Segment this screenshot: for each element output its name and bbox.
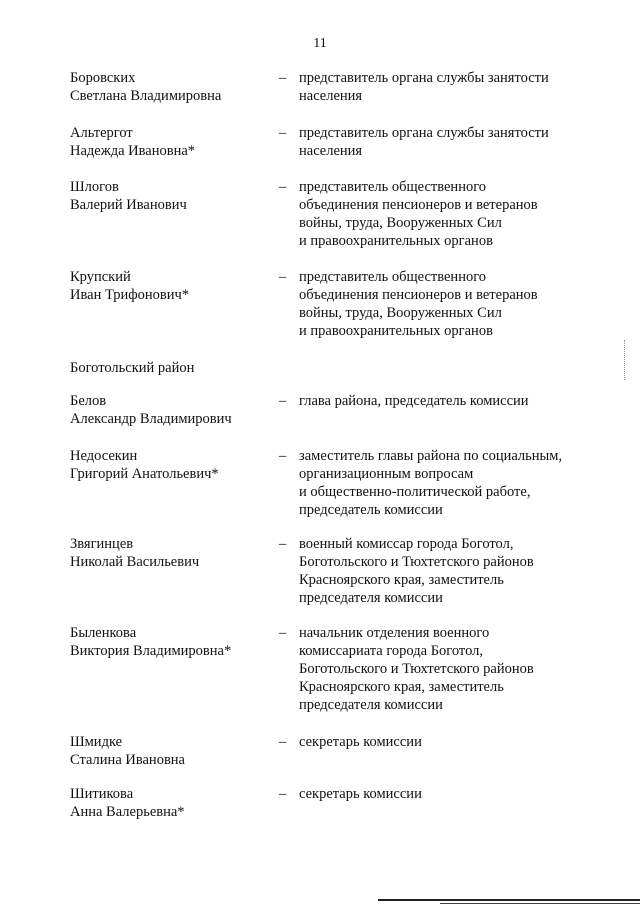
member-given-names: Валерий Иванович bbox=[70, 197, 187, 213]
member-surname: Альтергот bbox=[70, 125, 133, 141]
role-line: Боготольского и Тюхтетского районов bbox=[299, 554, 534, 570]
member-name bbox=[70, 69, 275, 105]
dash-separator: – bbox=[279, 269, 287, 285]
member-role bbox=[299, 268, 589, 340]
member-role bbox=[299, 624, 589, 714]
member-given-names: Сталина Ивановна bbox=[70, 752, 185, 768]
section-heading: Боготольский район bbox=[70, 360, 195, 376]
member-surname: Шитикова bbox=[70, 786, 134, 802]
role-line: представитель общественного bbox=[299, 269, 487, 285]
role-line: войны, труда, Вооруженных Сил bbox=[299, 305, 502, 321]
dash-separator: – bbox=[279, 70, 287, 86]
member-given-names: Николай Васильевич bbox=[70, 554, 200, 570]
member-given-names: Надежда Ивановна* bbox=[70, 143, 196, 159]
member-given-names: Григорий Анатольевич* bbox=[70, 466, 219, 482]
dash-separator: – bbox=[279, 179, 287, 195]
member-role bbox=[299, 69, 589, 105]
role-line: населения bbox=[299, 143, 363, 159]
member-role bbox=[299, 124, 589, 160]
member-name bbox=[70, 785, 275, 821]
dash-separator: – bbox=[279, 536, 287, 552]
member-surname: Недосекин bbox=[70, 448, 138, 464]
member-surname: Быленкова bbox=[70, 625, 137, 641]
role-line: Красноярского края, заместитель bbox=[299, 572, 504, 588]
member-name bbox=[70, 178, 275, 214]
role-line: военный комиссар города Боготол, bbox=[299, 536, 514, 552]
scan-edge-line bbox=[378, 899, 640, 901]
scan-margin-mark bbox=[624, 340, 626, 380]
member-given-names: Анна Валерьевна* bbox=[70, 804, 185, 820]
member-role bbox=[299, 535, 589, 607]
role-line: и правоохранительных органов bbox=[299, 323, 493, 339]
member-role bbox=[299, 733, 589, 751]
member-surname: Белов bbox=[70, 393, 107, 409]
role-line: секретарь комиссии bbox=[299, 786, 422, 802]
role-line: председателя комиссии bbox=[299, 590, 443, 606]
role-line: комиссариата города Боготол, bbox=[299, 643, 483, 659]
role-line: объединения пенсионеров и ветеранов bbox=[299, 287, 538, 303]
role-line: Боготольского и Тюхтетского районов bbox=[299, 661, 534, 677]
member-given-names: Светлана Владимировна bbox=[70, 88, 222, 104]
role-line: председателя комиссии bbox=[299, 697, 443, 713]
role-line: представитель общественного bbox=[299, 179, 487, 195]
member-surname: Боровских bbox=[70, 70, 136, 86]
role-line: организационным вопросам bbox=[299, 466, 474, 482]
member-name bbox=[70, 535, 275, 571]
member-given-names: Виктория Владимировна* bbox=[70, 643, 232, 659]
role-line: и общественно-политической работе, bbox=[299, 484, 531, 500]
member-name bbox=[70, 624, 275, 660]
member-surname: Шмидке bbox=[70, 734, 123, 750]
role-line: представитель органа службы занятости bbox=[299, 125, 549, 141]
role-line: секретарь комиссии bbox=[299, 734, 422, 750]
member-given-names: Александр Владимирович bbox=[70, 411, 232, 427]
dash-separator: – bbox=[279, 786, 287, 802]
dash-separator: – bbox=[279, 125, 287, 141]
role-line: войны, труда, Вооруженных Сил bbox=[299, 215, 502, 231]
page-number: 11 bbox=[313, 36, 327, 51]
member-role bbox=[299, 178, 589, 250]
role-line: Красноярского края, заместитель bbox=[299, 679, 504, 695]
member-role bbox=[299, 447, 589, 519]
role-line: председатель комиссии bbox=[299, 502, 443, 518]
member-surname: Шлогов bbox=[70, 179, 119, 195]
member-role bbox=[299, 392, 589, 410]
member-name bbox=[70, 392, 275, 428]
role-line: объединения пенсионеров и ветеранов bbox=[299, 197, 538, 213]
member-surname: Звягинцев bbox=[70, 536, 134, 552]
role-line: населения bbox=[299, 88, 363, 104]
scan-edge-line bbox=[440, 903, 640, 904]
member-name bbox=[70, 124, 275, 160]
member-surname: Крупский bbox=[70, 269, 131, 285]
dash-separator: – bbox=[279, 448, 287, 464]
member-role bbox=[299, 785, 589, 803]
dash-separator: – bbox=[279, 734, 287, 750]
role-line: глава района, председатель комиссии bbox=[299, 393, 529, 409]
dash-separator: – bbox=[279, 393, 287, 409]
member-given-names: Иван Трифонович* bbox=[70, 287, 190, 303]
member-name bbox=[70, 447, 275, 483]
role-line: заместитель главы района по социальным, bbox=[299, 448, 563, 464]
role-line: представитель органа службы занятости bbox=[299, 70, 549, 86]
dash-separator: – bbox=[279, 625, 287, 641]
role-line: начальник отделения военного bbox=[299, 625, 490, 641]
member-name bbox=[70, 733, 275, 769]
member-name bbox=[70, 268, 275, 304]
role-line: и правоохранительных органов bbox=[299, 233, 493, 249]
